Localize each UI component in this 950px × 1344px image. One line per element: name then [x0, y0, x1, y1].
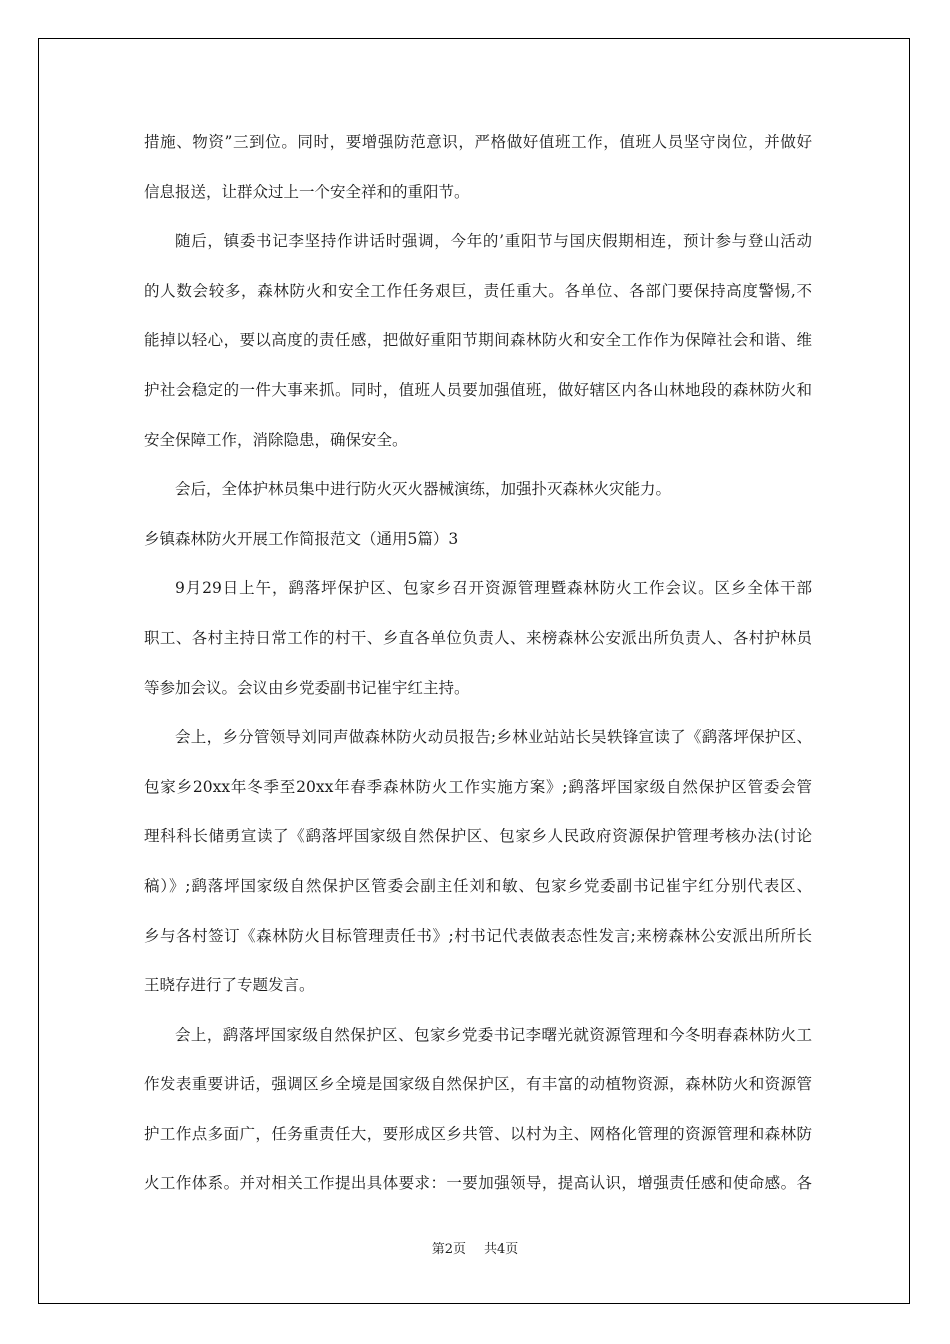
- text-line: 火工作体系。并对相关工作提出具体要求：一要加强领导，提高认识，增强责任感和使命感。各: [144, 1174, 812, 1193]
- text-line: 9月29日上午，鹞落坪保护区、包家乡召开资源管理暨森林防火工作会议。区乡全体干部: [175, 579, 812, 598]
- document-body: [144, 118, 812, 1209]
- page-number: 第2页: [431, 1242, 466, 1257]
- text-line: 王晓存进行了专题发言。: [144, 976, 315, 995]
- text-line: 乡与各村签订《森林防火目标管理责任书》;村书记代表做表态性发言;来榜森林公安派出所所长: [144, 926, 812, 945]
- text-line: 乡镇森林防火开展工作简报范文（通用5篇）3: [144, 529, 459, 548]
- text-line: 会上，鹞落坪国家级自然保护区、包家乡党委书记李曙光就资源管理和今冬明春森林防火工: [175, 1025, 812, 1044]
- text-line: 信息报送，让群众过上一个安全祥和的重阳节。: [144, 182, 470, 201]
- text-line: 职工、各村主持日常工作的村干、乡直各单位负责人、来榜森林公安派出所负责人、各村护林员: [144, 628, 812, 647]
- text-line: 能掉以轻心，要以高度的责任感，把做好重阳节期间森林防火和安全工作作为保障社会和谐、维: [144, 331, 812, 350]
- text-line: 护工作点多面广，任务重责任大，要形成区乡共管、以村为主、网格化管理的资源管理和森林防: [144, 1124, 812, 1143]
- text-line: 护社会稳定的一件大事来抓。同时，值班人员要加强值班，做好辖区内各山林地段的森林防火和: [144, 380, 812, 399]
- text-line: 理科科长储勇宣读了《鹞落坪国家级自然保护区、包家乡人民政府资源保护管理考核办法(讨论: [144, 827, 812, 846]
- text-line: 随后，镇委书记李坚持作讲话时强调，今年的’重阳节与国庆假期相连，预计参与登山活动: [175, 232, 812, 251]
- text-line: 包家乡20xx年冬季至20xx年春季森林防火工作实施方案》;鹞落坪国家级自然保护区管委会管: [144, 777, 812, 796]
- text-line: 会后，全体护林员集中进行防火灭火器械演练，加强扑灭森林火灾能力。: [175, 480, 672, 499]
- page-total: 共4页: [484, 1242, 519, 1257]
- text-line: 稿）》;鹞落坪国家级自然保护区管委会副主任刘和敏、包家乡党委副书记崔宇红分别代表区、: [144, 876, 812, 895]
- text-line: 的人数会较多，森林防火和安全工作任务艰巨，责任重大。各单位、各部门要保持高度警惕,不: [144, 281, 812, 300]
- page-footer: [0, 1240, 950, 1260]
- text-line: 会上，乡分管领导刘同声做森林防火动员报告;乡林业站站长吴轶锋宣读了《鹞落坪保护区、: [175, 728, 812, 747]
- text-line: 作发表重要讲话，强调区乡全境是国家级自然保护区，有丰富的动植物资源，森林防火和资源管: [144, 1075, 812, 1094]
- text-line: 措施、物资”三到位。同时，要增强防范意识，严格做好值班工作，值班人员坚守岗位，并做好: [144, 133, 812, 151]
- text-line: 等参加会议。会议由乡党委副书记崔宇红主持。: [144, 678, 470, 697]
- text-line: 安全保障工作，消除隐患，确保安全。: [144, 430, 408, 449]
